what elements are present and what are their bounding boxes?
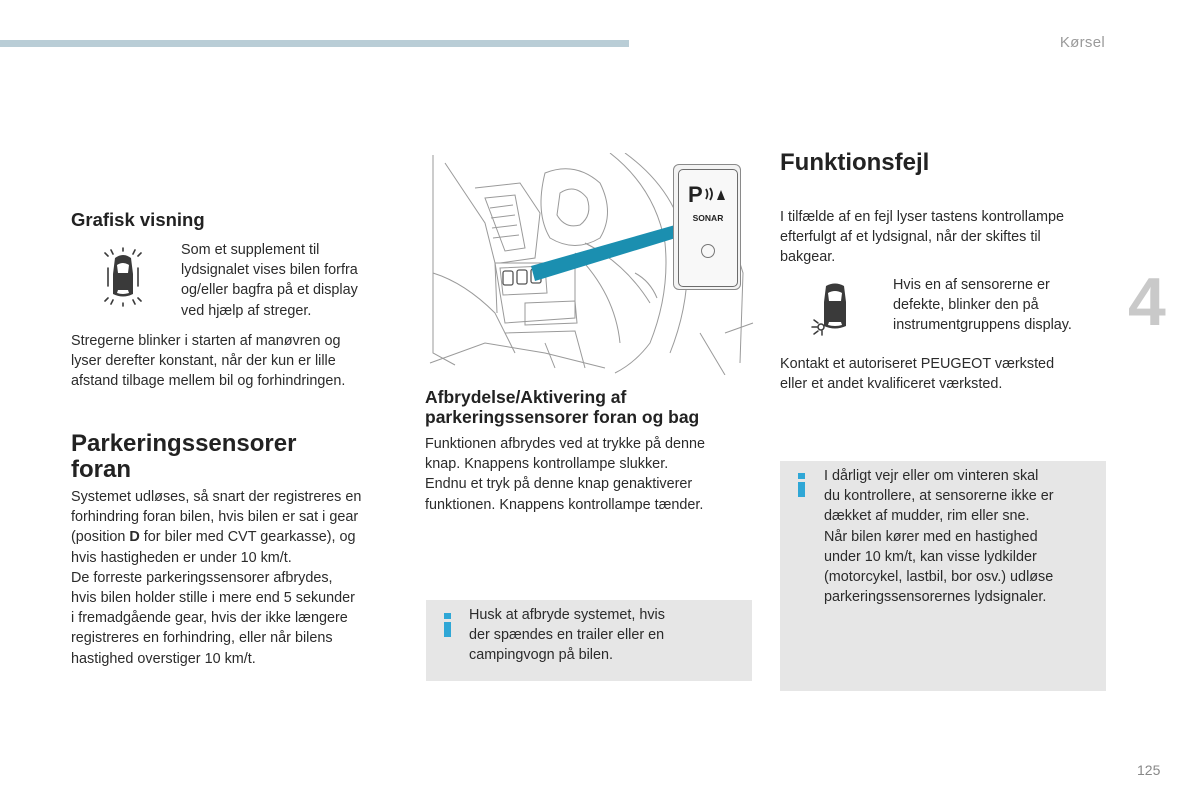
- info-icon: [443, 613, 453, 637]
- funktionsfejl-heading: Funktionsfejl: [780, 149, 930, 176]
- page-number: 125: [1137, 762, 1161, 778]
- car-display-icon: [98, 246, 148, 308]
- afbrydelse-paragraph: Funktionen afbrydes ved at trykke på denne knap. Knappens kontrollampe slukker. Endnu et tryk på denne knap genaktiverer funktionen. Knappens kontrollampe tænder.: [425, 436, 705, 513]
- sensor-fault-icon: [810, 282, 854, 336]
- sonar-button: [678, 169, 738, 287]
- indicator-lamp: [701, 244, 715, 258]
- info-box-trailer: [426, 600, 752, 681]
- sonar-waves-icon: [704, 186, 726, 207]
- header-bar: [0, 40, 629, 47]
- sonar-button-closeup: [673, 164, 741, 290]
- info-text-weather: I dårligt vejr eller om vinteren skal du kontrollere, at sensorerne ikke er dækket af mudder, rim eller sne. Når bilen kører med en hastighed under 10 km/t, kan visse lydkilder (motorcykel, lastbil, bor osv.) udløse parkeringssensorernes lydsignaler.: [824, 468, 1054, 606]
- funktionsfejl-paragraph: I tilfælde af en fejl lyser tastens kontrollampe efterfulgt af et lydsignal, når der skiftes til bakgear.: [780, 209, 1064, 266]
- stregerne-paragraph: Stregerne blinker i starten af manøvren og lyser derefter konstant, når der kun er lille afstand tilbage mellem bil og forhindringen.: [71, 333, 346, 390]
- sonar-label: SONAR: [692, 213, 724, 223]
- parkeringssensorer-heading: Parkeringssensorer foran: [71, 430, 297, 483]
- section-title: Kørsel: [1059, 34, 1105, 51]
- parking-p-symbol: P: [688, 182, 703, 207]
- afbrydelse-heading: Afbrydelse/Aktivering af parkeringssensorer foran og bag: [425, 387, 700, 428]
- sensor-fault-text: Hvis en af sensorerne er defekte, blinker den på instrumentgruppens display.: [893, 277, 1072, 334]
- info-box-weather: [780, 461, 1106, 691]
- grafisk-visning-heading: Grafisk visning: [71, 209, 205, 230]
- parkeringssensorer-paragraph: Systemet udløses, så snart der registreres en forhindring foran bilen, hvis bilen er sat i gear (position D for biler med CVT gearkasse), og hvis hastigheden er under 10 km/t. De forreste parkeringssensorer afbrydes, hvis bilen holder stille i mere end 5 sekunder i fremadgående gear, hvis der ikke længere registreres en forhindring, eller når bilens hastighed overstiger 10 km/t.: [71, 489, 362, 667]
- info-text-trailer: Husk at afbryde systemet, hvis der spændes en trailer eller en campingvogn på bilen.: [469, 607, 665, 664]
- chapter-number: 4: [1128, 264, 1166, 340]
- grafisk-visning-text: Som et supplement til lydsignalet vises bilen forfra og/eller bagfra på et display ved hjælp af streger.: [181, 242, 358, 319]
- kontakt-paragraph: Kontakt et autoriseret PEUGEOT værksted eller et andet kvalificeret værksted.: [780, 356, 1055, 393]
- info-icon: [797, 473, 807, 497]
